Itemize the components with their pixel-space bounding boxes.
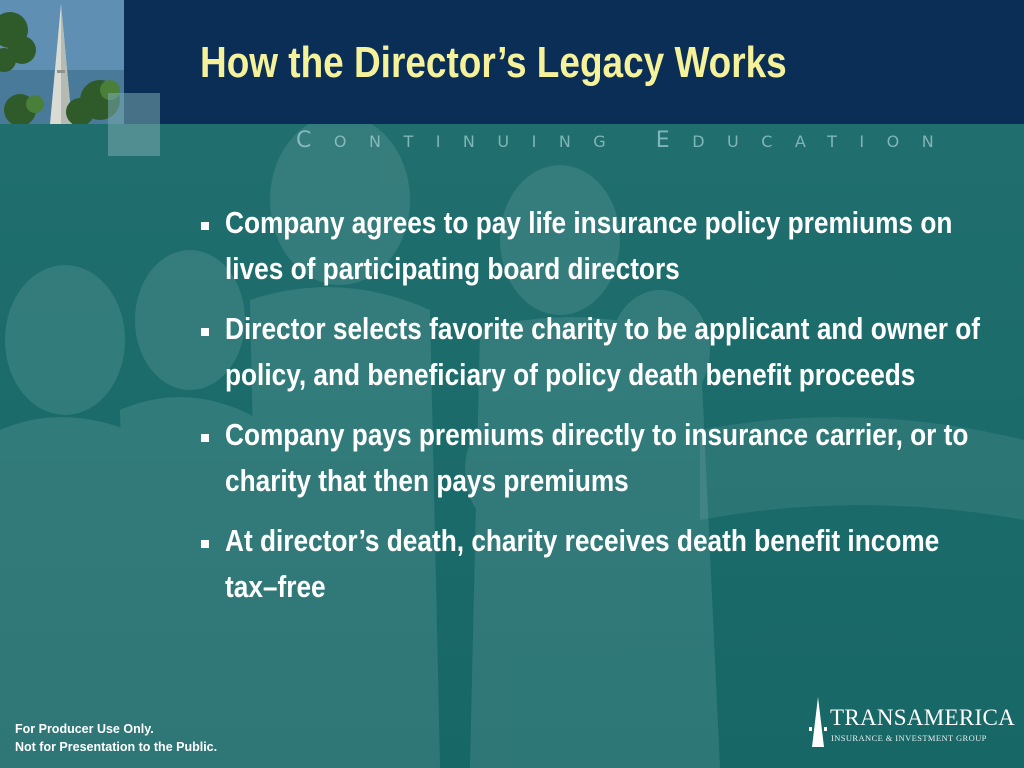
logo-tagline: INSURANCE & INVESTMENT GROUP	[831, 733, 987, 743]
subtitle-initial: E	[655, 128, 693, 153]
square-bullet-icon	[201, 540, 209, 548]
bullet-item	[198, 306, 998, 398]
bullet-item	[198, 412, 998, 504]
bullet-item	[198, 200, 998, 292]
continuing-education-label	[296, 128, 956, 153]
header-photo	[0, 0, 124, 124]
subtitle-word: DUCATION	[692, 132, 957, 151]
bullet-list	[198, 200, 998, 624]
square-bullet-icon	[201, 434, 209, 442]
subtitle-initial: C	[296, 128, 334, 153]
subtitle-word: ONTINUING	[333, 132, 629, 151]
footer-disclaimer	[15, 720, 217, 756]
bullet-text: Company agrees to pay life insurance policy premiums on lives of participating board directors	[225, 206, 953, 286]
bullet-text: Company pays premiums directly to insurance carrier, or to charity that then pays premiums	[225, 418, 969, 498]
decorative-square	[108, 93, 160, 156]
logo-wordmark: TRANSAMERICA	[830, 705, 1016, 730]
bullet-text: Director selects favorite charity to be applicant and owner of policy, and beneficiary of policy death benefit proceeds	[225, 312, 981, 392]
footer-line: Not for Presentation to the Public.	[15, 740, 218, 754]
bullet-text: At director’s death, charity receives death benefit income tax–free	[225, 524, 940, 604]
square-bullet-icon	[201, 222, 209, 230]
square-bullet-icon	[201, 328, 209, 336]
pyramid-tower-icon	[808, 697, 828, 749]
slide-title: How the Director’s Legacy Works	[200, 38, 787, 87]
transamerica-logo	[808, 697, 1018, 751]
bullet-item	[198, 518, 998, 610]
footer-line: For Producer Use Only.	[15, 722, 154, 736]
